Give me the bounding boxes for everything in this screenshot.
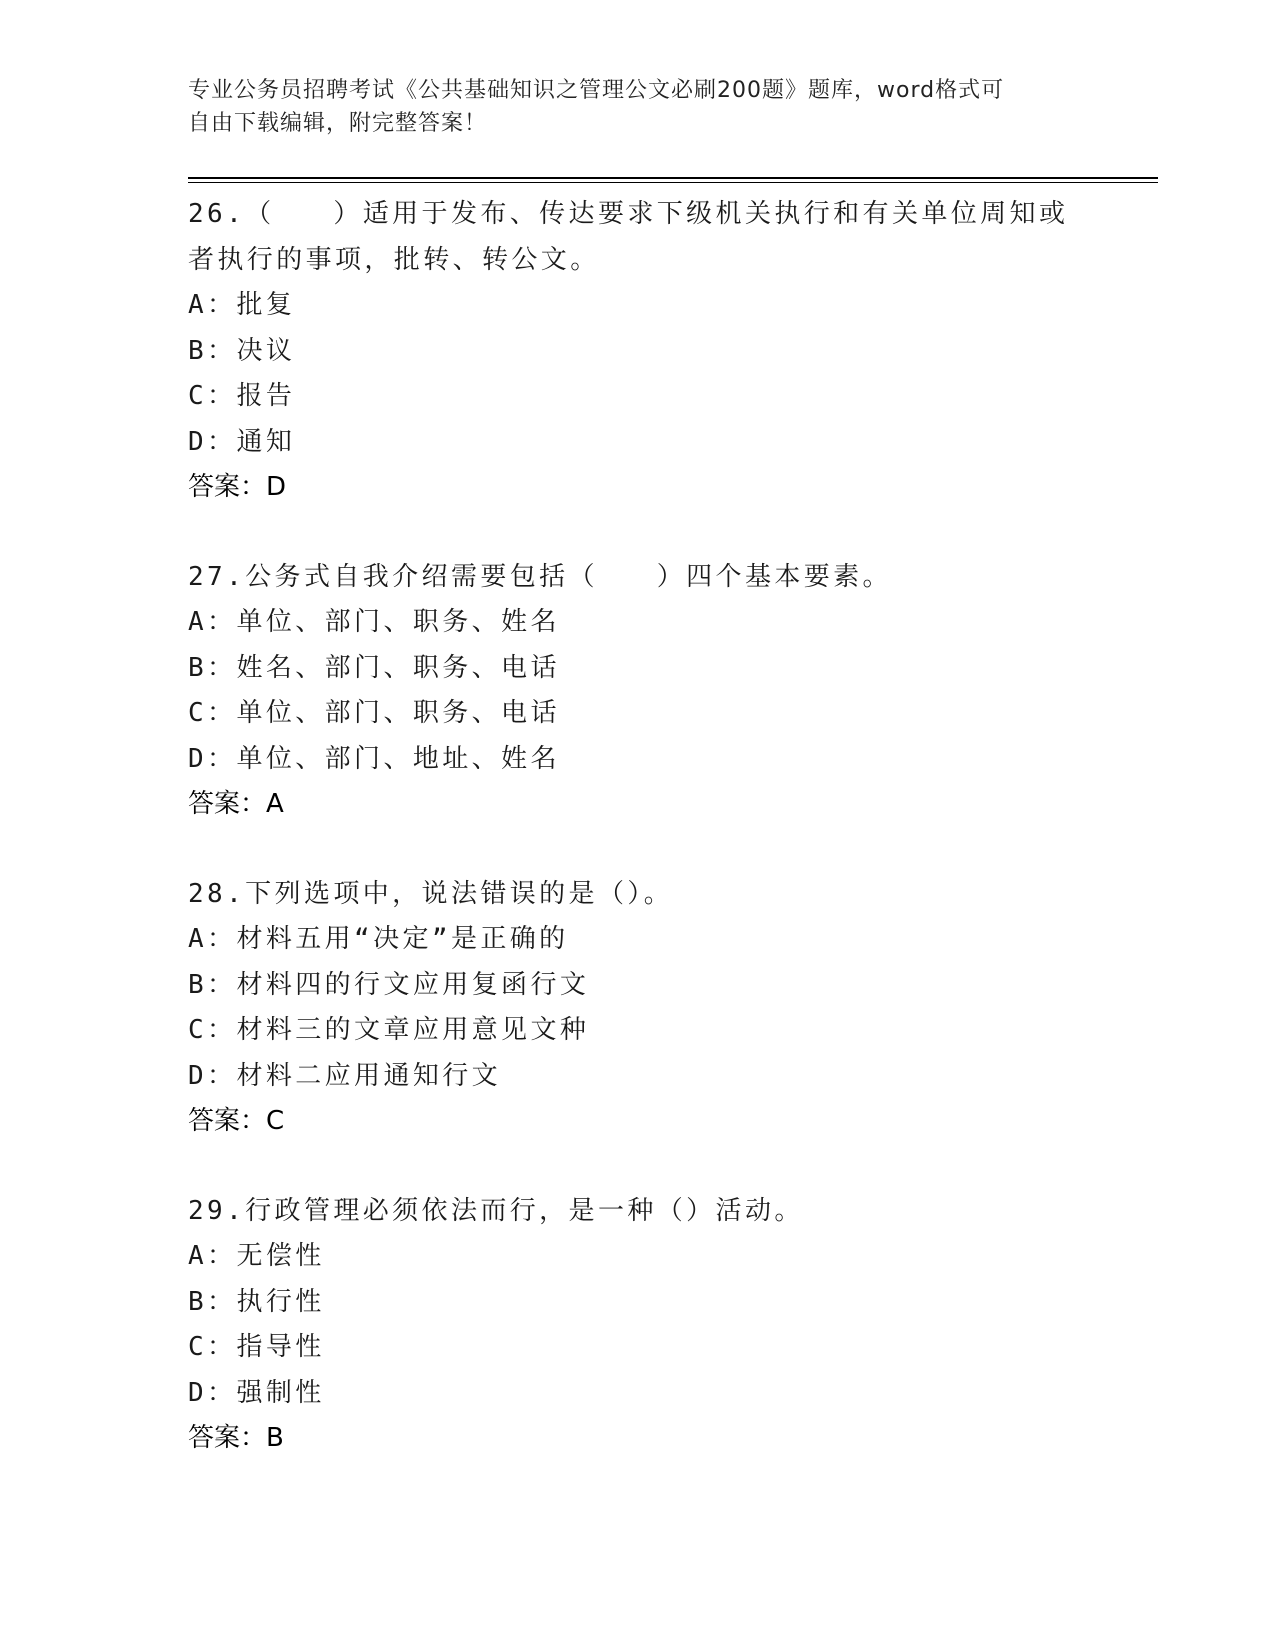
option-a: A：无偿性 [188,1241,325,1271]
question-28 [188,872,1088,1145]
answer-line: 答案：A [188,789,284,819]
option-a: A：批复 [188,290,296,320]
question-text: 27.公务式自我介绍需要包括（ ）四个基本要素。 [188,561,892,592]
header-line-2: 自由下载编辑，附完整答案！ [188,111,488,136]
option-b: B：决议 [188,335,296,366]
question-29 [188,1189,1088,1462]
option-b: B：材料四的行文应用复函行文 [188,969,590,1000]
option-c: C：报告 [188,381,296,411]
answer-line: 答案：C [188,1106,285,1136]
option-b: B：姓名、部门、职务、电话 [188,652,560,683]
document-header [188,74,1088,140]
option-c: C：指导性 [188,1332,325,1362]
option-a: A：单位、部门、职务、姓名 [188,607,560,637]
answer-line: 答案：B [188,1423,284,1453]
header-divider-thick [188,177,1158,179]
answer-line: 答案：D [188,472,287,502]
option-d: D：强制性 [188,1377,325,1408]
option-c: C：单位、部门、职务、电话 [188,698,560,728]
option-c: C：材料三的文章应用意见文种 [188,1015,590,1045]
question-26 [188,192,1088,511]
question-text: 26.（ ）适用于发布、传达要求下级机关执行和有关单位周知或者执行的事项，批转、转公文。 [188,199,1069,275]
question-text: 29.行政管理必须依法而行，是一种（）活动。 [188,1195,804,1226]
option-d: D：通知 [188,426,296,457]
header-divider-thin [188,182,1158,183]
option-b: B：执行性 [188,1286,325,1317]
question-list [188,192,1088,1506]
header-line-1: 专业公务员招聘考试《公共基础知识之管理公文必刷200题》题库，word格式可 [188,78,1005,103]
question-27 [188,555,1088,828]
option-a: A：材料五用“决定”是正确的 [188,924,569,954]
option-d: D：材料二应用通知行文 [188,1060,502,1091]
question-text: 28.下列选项中，说法错误的是（）。 [188,878,674,909]
option-d: D：单位、部门、地址、姓名 [188,743,560,774]
